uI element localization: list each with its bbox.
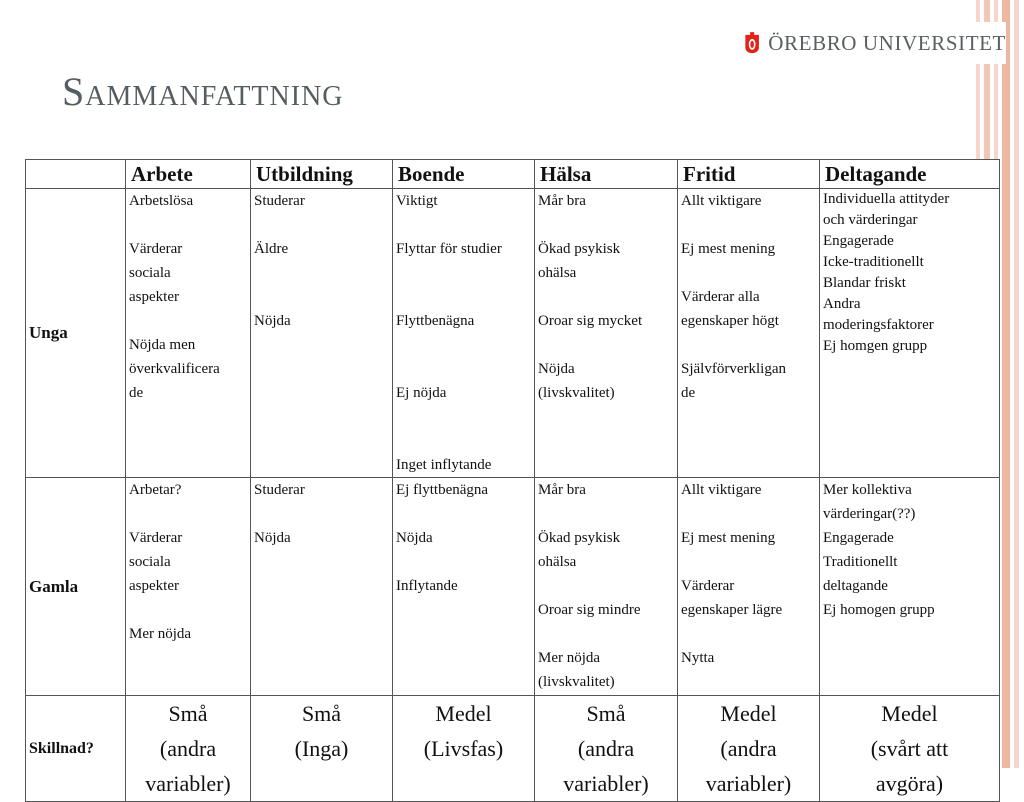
header-utbildning: Utbildning — [251, 160, 393, 189]
cell-gamla-arbete: Arbetar? Värderar sociala aspekter Mer nöjda — [126, 478, 251, 696]
cell-gamla-boende: Ej flyttbenägna Nöjda Inflytande — [393, 478, 535, 696]
row-label-gamla: Gamla — [26, 478, 126, 696]
cell-unga-boende: Viktigt Flyttar för studier Flyttbenägna Ej nöjda Inget inflytande — [393, 189, 535, 478]
row-label-unga: Unga — [26, 189, 126, 478]
cell-gamla-fritid: Allt viktigare Ej mest mening Värderar egenskaper lägre Nytta — [678, 478, 820, 696]
cell-skillnad-utbildning: Små (Inga) — [251, 696, 393, 802]
cell-skillnad-deltagande: Medel (svårt att avgöra) — [820, 696, 1000, 802]
cell-unga-deltagande: Individuella attityder och värderingar Engagerade Icke-traditionellt Blandar friskt Andra moderingsfaktorer Ej homgen grupp — [820, 189, 1000, 478]
cell-skillnad-boende: Medel (Livsfas) — [393, 696, 535, 802]
cell-unga-utbildning: Studerar Äldre Nöjda — [251, 189, 393, 478]
summary-table — [25, 159, 1000, 802]
university-emblem-icon — [744, 27, 760, 59]
cell-unga-halsa: Mår bra Ökad psykisk ohälsa Oroar sig mycket Nöjda (livskvalitet) — [535, 189, 678, 478]
header-fritid: Fritid — [678, 160, 820, 189]
header-arbete: Arbete — [126, 160, 251, 189]
row-label-skillnad: Skillnad? — [26, 696, 126, 802]
header-boende: Boende — [393, 160, 535, 189]
cell-gamla-halsa: Mår bra Ökad psykisk ohälsa Oroar sig mindre Mer nöjda (livskvalitet) — [535, 478, 678, 696]
university-name: ÖREBRO UNIVERSITET — [768, 30, 1006, 55]
slide-title: Sammanfattning — [62, 69, 344, 114]
header-halsa: Hälsa — [535, 160, 678, 189]
cell-unga-fritid: Allt viktigare Ej mest mening Värderar alla egenskaper högt Självförverkligan de — [678, 189, 820, 478]
header-row — [26, 160, 1000, 189]
header-empty — [26, 160, 126, 189]
cell-skillnad-halsa: Små (andra variabler) — [535, 696, 678, 802]
table-row-gamla — [26, 478, 1000, 696]
cell-gamla-deltagande: Mer kollektiva värderingar(??) Engagerade Traditionellt deltagande Ej homogen grupp — [820, 478, 1000, 696]
cell-skillnad-arbete: Små (andra variabler) — [126, 696, 251, 802]
university-logo — [740, 22, 1006, 64]
cell-skillnad-fritid: Medel (andra variabler) — [678, 696, 820, 802]
header-deltagande: Deltagande — [820, 160, 1000, 189]
cell-gamla-utbildning: Studerar Nöjda — [251, 478, 393, 696]
table-row-skillnad — [26, 696, 1000, 802]
table-row-unga — [26, 189, 1000, 478]
cell-unga-arbete: Arbetslösa Värderar sociala aspekter Nöjda men överkvalificera de — [126, 189, 251, 478]
